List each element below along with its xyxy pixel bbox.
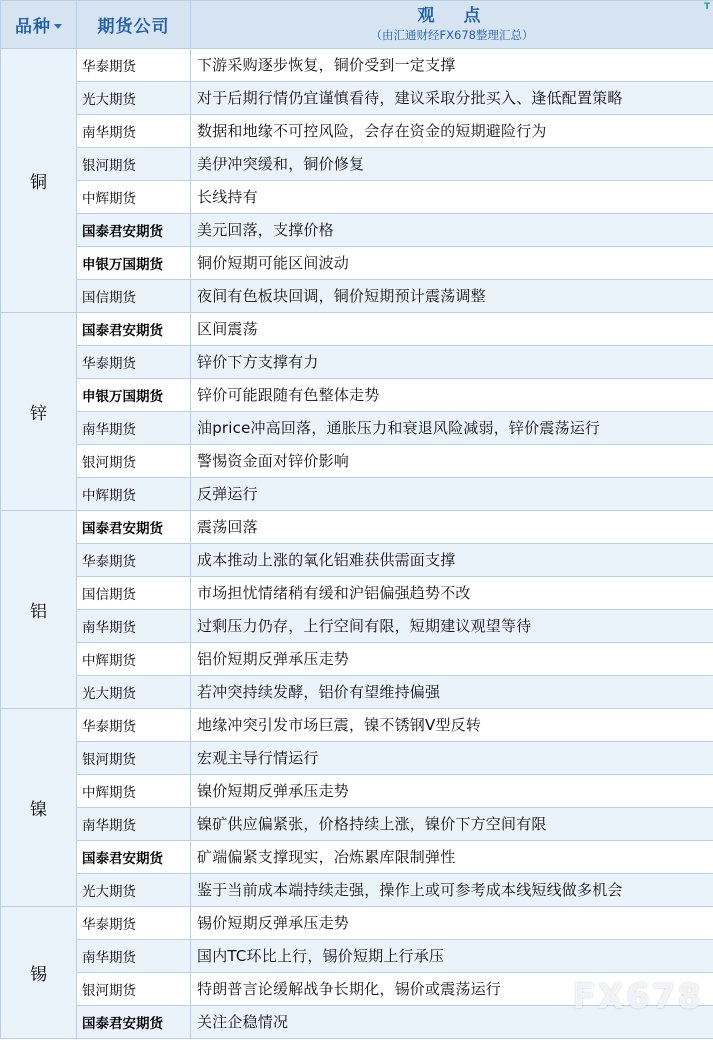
variety-cell: 铜 [1,48,77,312]
table-row [1,939,713,972]
table-row [1,510,713,543]
table-row [1,906,713,939]
view-cell: 铜价短期可能区间波动 [191,246,713,279]
column-header-variety[interactable] [1,1,77,49]
view-cell: 镍价短期反弹承压走势 [191,774,713,807]
table-row [1,48,713,81]
column-header-view [191,1,713,49]
company-cell: 华泰期货 [77,708,191,741]
company-cell: 国泰君安期货 [77,1005,191,1038]
table-row [1,576,713,609]
sort-descending-icon[interactable] [54,24,62,29]
company-cell: 银河期货 [77,972,191,1005]
table-row [1,246,713,279]
company-cell: 国泰君安期货 [77,510,191,543]
company-cell: 南华期货 [77,939,191,972]
view-cell: 成本推动上涨的氧化铝难获供需面支撑 [191,543,713,576]
table-row [1,840,713,873]
company-cell: 光大期货 [77,873,191,906]
company-cell: 华泰期货 [77,48,191,81]
company-cell: 国信期货 [77,279,191,312]
view-cell: 震荡回落 [191,510,713,543]
company-cell: 光大期货 [77,675,191,708]
company-cell: 银河期货 [77,741,191,774]
view-cell: 区间震荡 [191,312,713,345]
table-row [1,741,713,774]
view-cell: 过剩压力仍存，上行空间有限，短期建议观望等待 [191,609,713,642]
company-cell: 国泰君安期货 [77,840,191,873]
variety-cell: 铝 [1,510,77,708]
table-row [1,312,713,345]
table-header [1,1,713,49]
table-row [1,147,713,180]
view-cell: 警惕资金面对锌价影响 [191,444,713,477]
company-cell: 申银万国期货 [77,378,191,411]
company-cell: 银河期货 [77,147,191,180]
view-cell: 鉴于当前成本端持续走强，操作上或可参考成本线短线做多机会 [191,873,713,906]
view-cell: 若冲突持续发酵，铝价有望维持偏强 [191,675,713,708]
company-cell: 国泰君安期货 [77,312,191,345]
company-cell: 华泰期货 [77,906,191,939]
view-cell: 锡价短期反弹承压走势 [191,906,713,939]
view-cell: 宏观主导行情运行 [191,741,713,774]
view-cell: 铝价短期反弹承压走势 [191,642,713,675]
table-row [1,114,713,147]
view-cell: 数据和地缘不可控风险，会存在资金的短期避险行为 [191,114,713,147]
company-cell: 中辉期货 [77,642,191,675]
table-row [1,279,713,312]
company-cell: 银河期货 [77,444,191,477]
table-row [1,609,713,642]
table-row [1,543,713,576]
view-cell: 对于后期行情仍宜谨慎看待，建议采取分批买入、逢低配置策略 [191,81,713,114]
table-row [1,378,713,411]
table-row [1,642,713,675]
company-cell: 华泰期货 [77,543,191,576]
view-cell: 油price冲高回落，通胀压力和衰退风险减弱，锌价震荡运行 [191,411,713,444]
company-cell: 南华期货 [77,114,191,147]
view-cell: 地缘冲突引发市场巨震，镍不锈钢V型反转 [191,708,713,741]
company-cell: 中辉期货 [77,774,191,807]
company-cell: 国泰君安期货 [77,213,191,246]
company-cell: 南华期货 [77,411,191,444]
view-cell: 特朗普言论缓解战争长期化，锡价或震荡运行 [191,972,713,1005]
view-cell: 下游采购逐步恢复，铜价受到一定支撑 [191,48,713,81]
column-header-view-subtitle: （由汇通财经FX678整理汇总） [370,28,534,43]
view-cell: 长线持有 [191,180,713,213]
variety-cell: 锌 [1,312,77,510]
view-cell: 市场担忧情绪稍有缓和沪铝偏强趋势不改 [191,576,713,609]
view-cell: 矿端偏紧支撑现实，冶炼累库限制弹性 [191,840,713,873]
company-cell: 国信期货 [77,576,191,609]
table-row [1,972,713,1005]
view-cell: 美伊冲突缓和，铜价修复 [191,147,713,180]
column-header-company-label: 期货公司 [97,16,170,37]
company-cell: 中辉期货 [77,477,191,510]
company-cell: 申银万国期货 [77,246,191,279]
view-cell: 夜间有色板块回调，铜价短期预计震荡调整 [191,279,713,312]
view-cell: 国内TC环比上行，锡价短期上行承压 [191,939,713,972]
view-cell: 关注企稳情况 [191,1005,713,1038]
view-cell: 锌价可能跟随有色整体走势 [191,378,713,411]
view-cell: 美元回落，支撑价格 [191,213,713,246]
column-header-company[interactable] [77,1,191,49]
company-cell: 光大期货 [77,81,191,114]
table-row [1,213,713,246]
company-cell: 华泰期货 [77,345,191,378]
company-cell: 中辉期货 [77,180,191,213]
column-header-variety-label: 品种 [15,16,51,37]
view-cell: 镍矿供应偏紧张，价格持续上涨，镍价下方空间有限 [191,807,713,840]
table-row [1,774,713,807]
table-body [1,48,713,1038]
view-cell: 锌价下方支撑有力 [191,345,713,378]
table-row [1,444,713,477]
table-corner-marker-icon: T [704,2,712,12]
variety-cell: 锡 [1,906,77,1038]
table-row [1,873,713,906]
watermark: FX678 [572,977,703,1017]
table-row [1,708,713,741]
company-cell: 南华期货 [77,609,191,642]
table-row [1,411,713,444]
company-cell: 南华期货 [77,807,191,840]
table-row [1,1005,713,1038]
table-row [1,477,713,510]
column-header-view-label: 观 点 [417,6,487,26]
table-row [1,675,713,708]
table-row [1,180,713,213]
table-row [1,807,713,840]
table-row [1,81,713,114]
table-row [1,345,713,378]
view-cell: 反弹运行 [191,477,713,510]
variety-cell: 镍 [1,708,77,906]
